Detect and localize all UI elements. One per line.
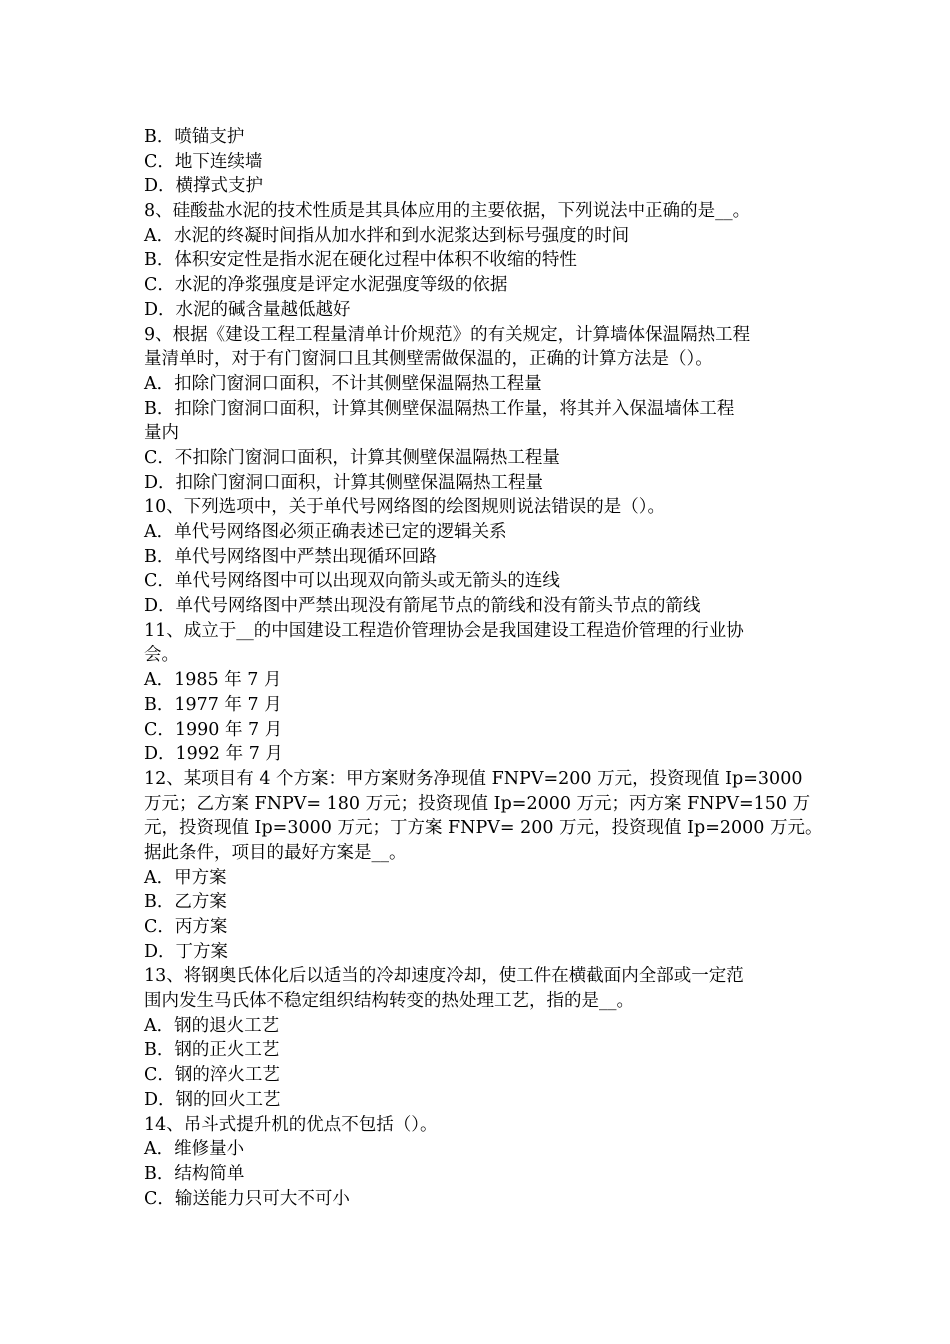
option-line: D．1992 年 7 月	[144, 744, 283, 765]
option-line: B．喷锚支护	[144, 127, 245, 147]
question-10: 10、下列选项中，关于单代号网络图的绘图规则说法错误的是（）。	[144, 497, 666, 518]
option-line: A．钢的退火工艺	[144, 1015, 280, 1036]
option-line: C．输送能力只可大不可小	[144, 1188, 350, 1209]
question-9-continued: 量清单时，对于有门窗洞口且其侧壁需做保温的，正确的计算方法是（）。	[144, 349, 713, 370]
question-8: 8、硅酸盐水泥的技术性质是其具体应用的主要依据，下列说法中正确的是__。	[144, 201, 751, 222]
option-line: B．结构简单	[144, 1163, 245, 1184]
question-11: 11、成立于__的中国建设工程造价管理协会是我国建设工程造价管理的行业协	[144, 620, 744, 641]
option-line: D．横撑式支护	[144, 176, 264, 197]
option-line: A．1985 年 7 月	[144, 670, 282, 691]
document-page	[144, 125, 834, 1211]
option-line: D．单代号网络图中严禁出现没有箭尾节点的箭线和没有箭头节点的箭线	[144, 596, 701, 617]
question-13: 13、将钢奥氏体化后以适当的冷却速度冷却，使工件在横截面内全部或一定范	[144, 966, 744, 987]
option-line: C．不扣除门窗洞口面积，计算其侧壁保温隔热工程量	[144, 447, 560, 468]
option-line-continued: 量内	[144, 423, 179, 444]
option-line: C．地下连续墙	[144, 151, 263, 172]
option-line: B．钢的正火工艺	[144, 1040, 280, 1061]
question-12-continued: 据此条件，项目的最好方案是__。	[144, 842, 407, 863]
option-line: B．1977 年 7 月	[144, 694, 282, 715]
question-12-continued: 万元；乙方案 FNPV= 180 万元；投资现值 Ip=2000 万元；丙方案 FNPV=150 万	[144, 793, 811, 814]
option-line: D．钢的回火工艺	[144, 1089, 281, 1110]
option-line: D．扣除门窗洞口面积，计算其侧壁保温隔热工程量	[144, 472, 544, 493]
option-line: C．1990 年 7 月	[144, 719, 283, 740]
option-line: D．水泥的碱含量越低越好	[144, 299, 351, 320]
option-line: C．钢的淬火工艺	[144, 1065, 280, 1086]
option-line: D．丁方案	[144, 941, 229, 962]
question-14: 14、吊斗式提升机的优点不包括（）。	[144, 1114, 438, 1135]
question-12-continued: 元，投资现值 Ip=3000 万元；丁方案 FNPV= 200 万元，投资现值 Ip=2000 万元。	[144, 818, 823, 839]
option-line: B．扣除门窗洞口面积，计算其侧壁保温隔热工作量，将其并入保温墙体工程	[144, 398, 735, 419]
option-line: A．水泥的终凝时间指从加水拌和到水泥浆达到标号强度的时间	[144, 225, 630, 246]
option-line: B．体积安定性是指水泥在硬化过程中体积不收缩的特性	[144, 250, 577, 271]
option-line: A．甲方案	[144, 867, 227, 888]
option-line: C．水泥的净浆强度是评定水泥强度等级的依据	[144, 275, 508, 296]
option-line: C．单代号网络图中可以出现双向箭头或无箭头的连线	[144, 571, 560, 592]
option-line: A．维修量小	[144, 1139, 245, 1160]
question-12: 12、某项目有 4 个方案：甲方案财务净现值 FNPV=200 万元，投资现值 Ip=3000	[144, 768, 803, 789]
option-line: B．单代号网络图中严禁出现循环回路	[144, 546, 437, 567]
option-line: C．丙方案	[144, 917, 228, 937]
question-9: 9、根据《建设工程工程量清单计价规范》的有关规定，计算墙体保温隔热工程	[144, 324, 751, 345]
question-13-continued: 围内发生马氏体不稳定组织结构转变的热处理工艺，指的是__。	[144, 991, 634, 1012]
option-line: B．乙方案	[144, 892, 227, 913]
option-line: A．扣除门窗洞口面积，不计其侧壁保温隔热工程量	[144, 373, 542, 394]
question-11-continued: 会。	[144, 645, 179, 666]
option-line: A．单代号网络图必须正确表述已定的逻辑关系	[144, 522, 507, 542]
